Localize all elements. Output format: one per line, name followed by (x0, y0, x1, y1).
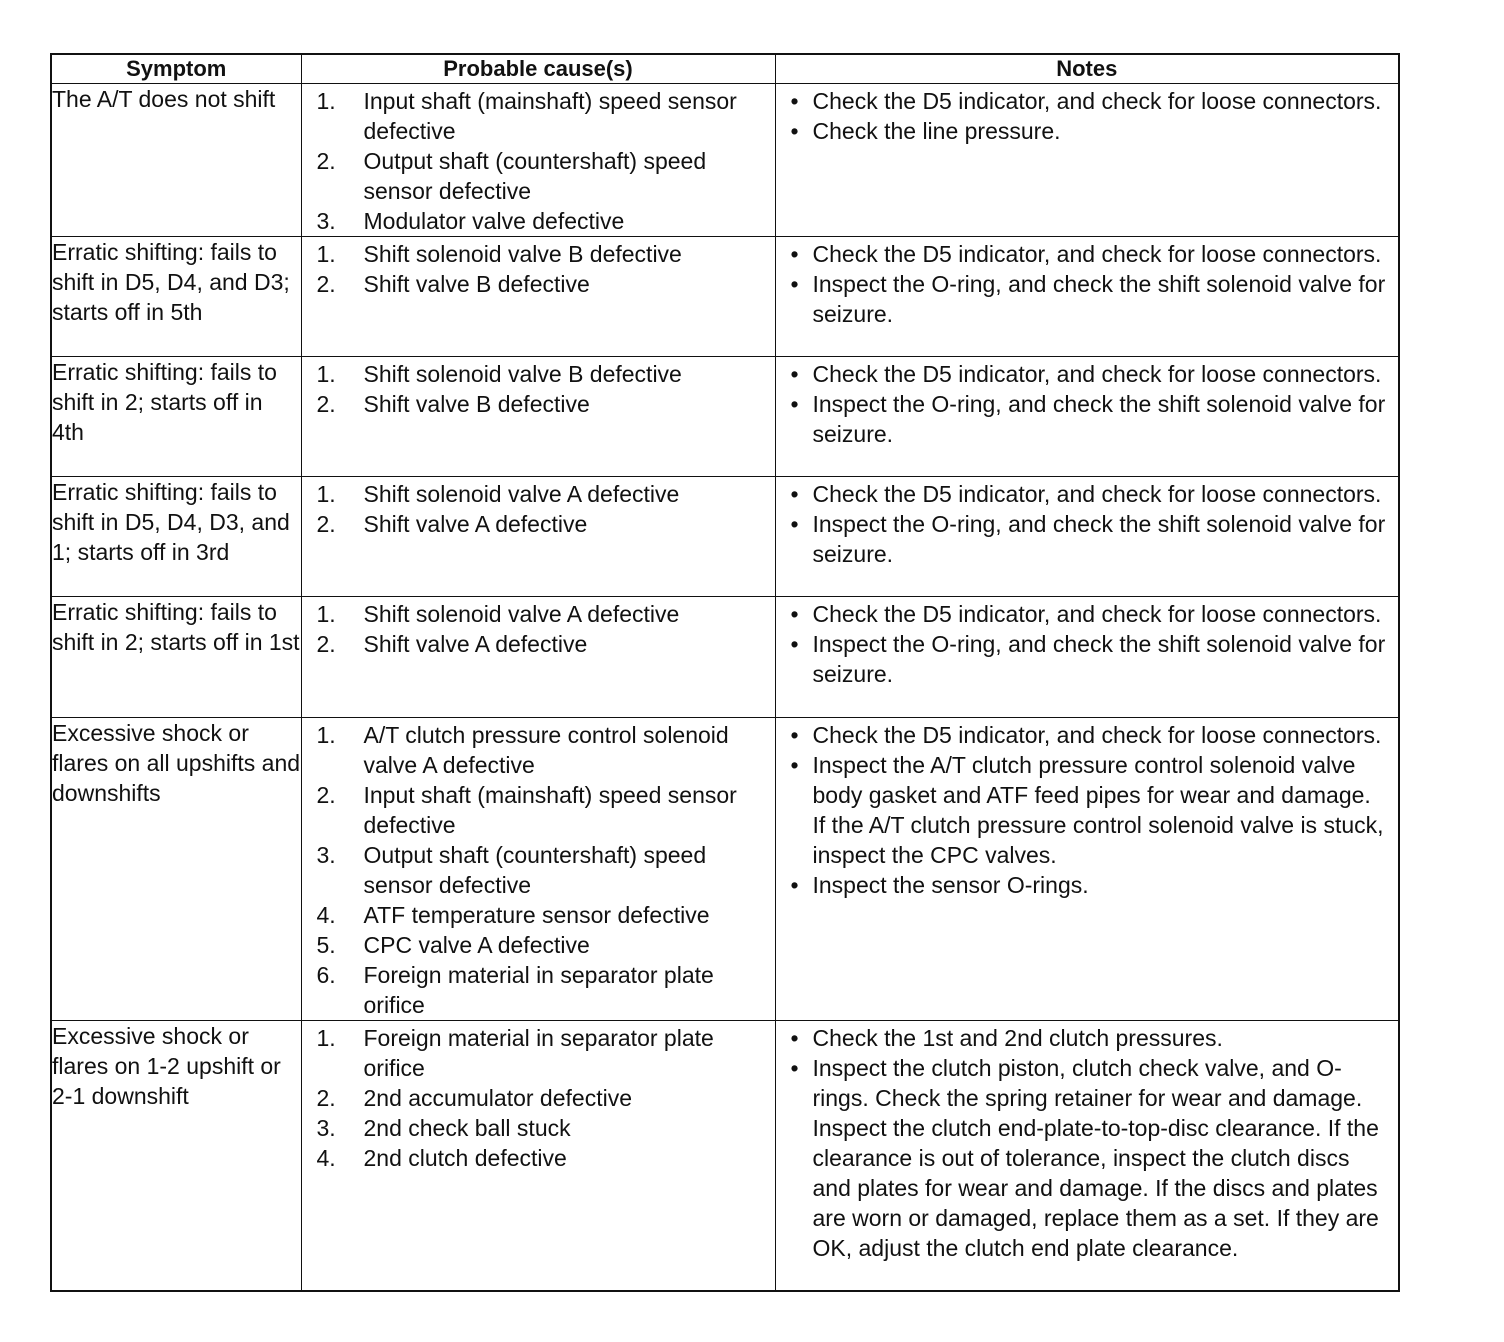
cause-text: ATF temperature sensor defective (363, 902, 710, 928)
cause-number: 6. (316, 962, 336, 988)
cause-item (302, 900, 775, 930)
header-row (51, 54, 1399, 84)
cause-item (302, 509, 775, 539)
note-item (776, 479, 1399, 509)
note-text: Inspect the A/T clutch pressure control solenoid valve body gasket and ATF feed pipes for wear and damage. If the A/T clutch pressure control solenoid valve is stuck, inspect the CPC valves. (812, 752, 1384, 868)
note-item (776, 86, 1399, 116)
bullet-icon: • (790, 752, 799, 778)
symptom-header: Symptom (51, 54, 301, 84)
table-row (51, 597, 1399, 718)
note-text: Check the line pressure. (812, 118, 1061, 144)
cause-number: 2. (316, 782, 336, 808)
symptom-cell: Excessive shock or flares on 1-2 upshift or 2-1 downshift (51, 1021, 301, 1291)
cause-text: Foreign material in separator plate orifice (363, 962, 714, 1018)
note-text: Check the 1st and 2nd clutch pressures. (812, 1025, 1223, 1051)
cause-number: 2. (316, 631, 336, 657)
cause-text: Output shaft (countershaft) speed sensor defective (363, 842, 707, 898)
cause-number: 4. (316, 902, 336, 928)
cause-number: 1. (316, 481, 336, 507)
cause-number: 2. (316, 511, 336, 537)
cause-number: 1. (316, 361, 336, 387)
cause-item (302, 269, 775, 299)
causes-cell (301, 357, 775, 477)
cause-text: Shift valve A defective (363, 631, 588, 657)
bullet-icon: • (790, 601, 799, 627)
cause-text: Foreign material in separator plate orifice (363, 1025, 714, 1081)
symptom-cell: The A/T does not shift (51, 84, 301, 237)
note-text: Check the D5 indicator, and check for loose connectors. (812, 88, 1382, 114)
notes-cell (775, 597, 1399, 718)
causes-cell (301, 237, 775, 357)
notes-cell (775, 357, 1399, 477)
cause-number: 3. (316, 842, 336, 868)
note-text: Check the D5 indicator, and check for loose connectors. (812, 361, 1382, 387)
note-text: Inspect the O-ring, and check the shift solenoid valve for seizure. (812, 271, 1386, 327)
cause-number: 2. (316, 391, 336, 417)
bullet-icon: • (790, 241, 799, 267)
cause-item (302, 86, 775, 146)
table-body (51, 84, 1399, 1291)
note-text: Check the D5 indicator, and check for loose connectors. (812, 601, 1382, 627)
note-item (776, 750, 1399, 870)
cause-item (302, 389, 775, 419)
bullet-icon: • (790, 88, 799, 114)
cause-text: A/T clutch pressure control solenoid valve A defective (363, 722, 729, 778)
cause-item (302, 629, 775, 659)
cause-item (302, 1083, 775, 1113)
bullet-icon: • (790, 481, 799, 507)
note-text: Check the D5 indicator, and check for loose connectors. (812, 241, 1382, 267)
table-row (51, 718, 1399, 1021)
notes-header: Notes (775, 54, 1399, 84)
notes-cell (775, 84, 1399, 237)
bullet-icon: • (790, 1025, 799, 1051)
note-text: Inspect the O-ring, and check the shift solenoid valve for seizure. (812, 631, 1386, 687)
notes-list (776, 237, 1399, 329)
cause-number: 2. (316, 1085, 336, 1111)
causes-list (302, 357, 775, 419)
symptom-cell: Excessive shock or flares on all upshifts and downshifts (51, 718, 301, 1021)
note-item (776, 1053, 1399, 1263)
cause-text: Shift solenoid valve A defective (363, 601, 680, 627)
cause-text: 2nd check ball stuck (363, 1115, 571, 1141)
cause-number: 1. (316, 601, 336, 627)
notes-list (776, 84, 1399, 146)
causes-cell (301, 477, 775, 597)
notes-cell (775, 477, 1399, 597)
note-item (776, 116, 1399, 146)
cause-text: Input shaft (mainshaft) speed sensor defective (363, 88, 737, 144)
cause-number: 2. (316, 271, 336, 297)
cause-item (302, 359, 775, 389)
cause-item (302, 930, 775, 960)
cause-text: Input shaft (mainshaft) speed sensor defective (363, 782, 737, 838)
notes-list (776, 597, 1399, 689)
bullet-icon: • (790, 118, 799, 144)
symptom-cell: Erratic shifting: fails to shift in D5, D4, D3, and 1; starts off in 3rd (51, 477, 301, 597)
notes-cell (775, 718, 1399, 1021)
note-item (776, 870, 1399, 900)
bullet-icon: • (790, 361, 799, 387)
notes-list (776, 718, 1399, 900)
notes-list (776, 357, 1399, 449)
cause-item (302, 720, 775, 780)
cause-item (302, 1143, 775, 1173)
cause-item (302, 960, 775, 1020)
cause-text: 2nd clutch defective (363, 1145, 567, 1171)
symptom-cell: Erratic shifting: fails to shift in D5, D4, and D3; starts off in 5th (51, 237, 301, 357)
note-item (776, 720, 1399, 750)
cause-text: Shift valve B defective (363, 271, 590, 297)
bullet-icon: • (790, 391, 799, 417)
causes-list (302, 237, 775, 299)
note-text: Check the D5 indicator, and check for loose connectors. (812, 722, 1382, 748)
note-text: Inspect the clutch piston, clutch check valve, and O-rings. Check the spring retainer for wear and damage. Inspect the clutch end-plate-to-top-disc clearance. If the clearance is out of tolerance, inspect the clutch discs and plates for wear and damage. If the discs and plates are worn or damaged, replace them as a set. If they are OK, adjust the clutch end plate clearance. (812, 1055, 1379, 1261)
cause-number: 1. (316, 88, 336, 114)
causes-cell (301, 718, 775, 1021)
cause-number: 1. (316, 722, 336, 748)
note-item (776, 599, 1399, 629)
cause-number: 5. (316, 932, 336, 958)
cause-text: Shift valve B defective (363, 391, 590, 417)
causes-cell (301, 84, 775, 237)
cause-item (302, 239, 775, 269)
cause-text: Shift solenoid valve B defective (363, 241, 682, 267)
cause-item (302, 599, 775, 629)
cause-text: Shift solenoid valve B defective (363, 361, 682, 387)
causes-list (302, 477, 775, 539)
note-item (776, 359, 1399, 389)
cause-item (302, 1113, 775, 1143)
cause-item (302, 1023, 775, 1083)
note-item (776, 629, 1399, 689)
bullet-icon: • (790, 722, 799, 748)
notes-list (776, 1021, 1399, 1263)
cause-item (302, 146, 775, 206)
causes-cell (301, 597, 775, 718)
causes-header: Probable cause(s) (301, 54, 775, 84)
cause-number: 2. (316, 148, 336, 174)
symptom-cell: Erratic shifting: fails to shift in 2; starts off in 1st (51, 597, 301, 718)
notes-cell (775, 1021, 1399, 1291)
cause-number: 1. (316, 1025, 336, 1051)
causes-list (302, 597, 775, 659)
table-row (51, 357, 1399, 477)
note-text: Inspect the O-ring, and check the shift solenoid valve for seizure. (812, 391, 1386, 447)
notes-cell (775, 237, 1399, 357)
note-text: Inspect the O-ring, and check the shift solenoid valve for seizure. (812, 511, 1386, 567)
cause-item (302, 479, 775, 509)
cause-text: Modulator valve defective (363, 208, 625, 234)
note-item (776, 239, 1399, 269)
cause-item (302, 780, 775, 840)
bullet-icon: • (790, 872, 799, 898)
bullet-icon: • (790, 631, 799, 657)
causes-list (302, 718, 775, 1020)
cause-item (302, 840, 775, 900)
bullet-icon: • (790, 511, 799, 537)
notes-list (776, 477, 1399, 569)
bullet-icon: • (790, 1055, 799, 1081)
note-item (776, 1023, 1399, 1053)
table-row (51, 84, 1399, 237)
table-row (51, 237, 1399, 357)
note-text: Check the D5 indicator, and check for loose connectors. (812, 481, 1382, 507)
troubleshooting-table (50, 53, 1400, 1292)
causes-list (302, 1021, 775, 1173)
note-text: Inspect the sensor O-rings. (812, 872, 1089, 898)
table-row (51, 477, 1399, 597)
table-row (51, 1021, 1399, 1291)
cause-text: Output shaft (countershaft) speed sensor defective (363, 148, 707, 204)
symptom-cell: Erratic shifting: fails to shift in 2; starts off in 4th (51, 357, 301, 477)
causes-list (302, 84, 775, 236)
cause-text: 2nd accumulator defective (363, 1085, 632, 1111)
cause-text: Shift valve A defective (363, 511, 588, 537)
cause-number: 3. (316, 1115, 336, 1141)
bullet-icon: • (790, 271, 799, 297)
note-item (776, 269, 1399, 329)
cause-item (302, 206, 775, 236)
cause-text: CPC valve A defective (363, 932, 590, 958)
causes-cell (301, 1021, 775, 1291)
cause-number: 4. (316, 1145, 336, 1171)
note-item (776, 389, 1399, 449)
cause-number: 1. (316, 241, 336, 267)
cause-text: Shift solenoid valve A defective (363, 481, 680, 507)
note-item (776, 509, 1399, 569)
cause-number: 3. (316, 208, 336, 234)
